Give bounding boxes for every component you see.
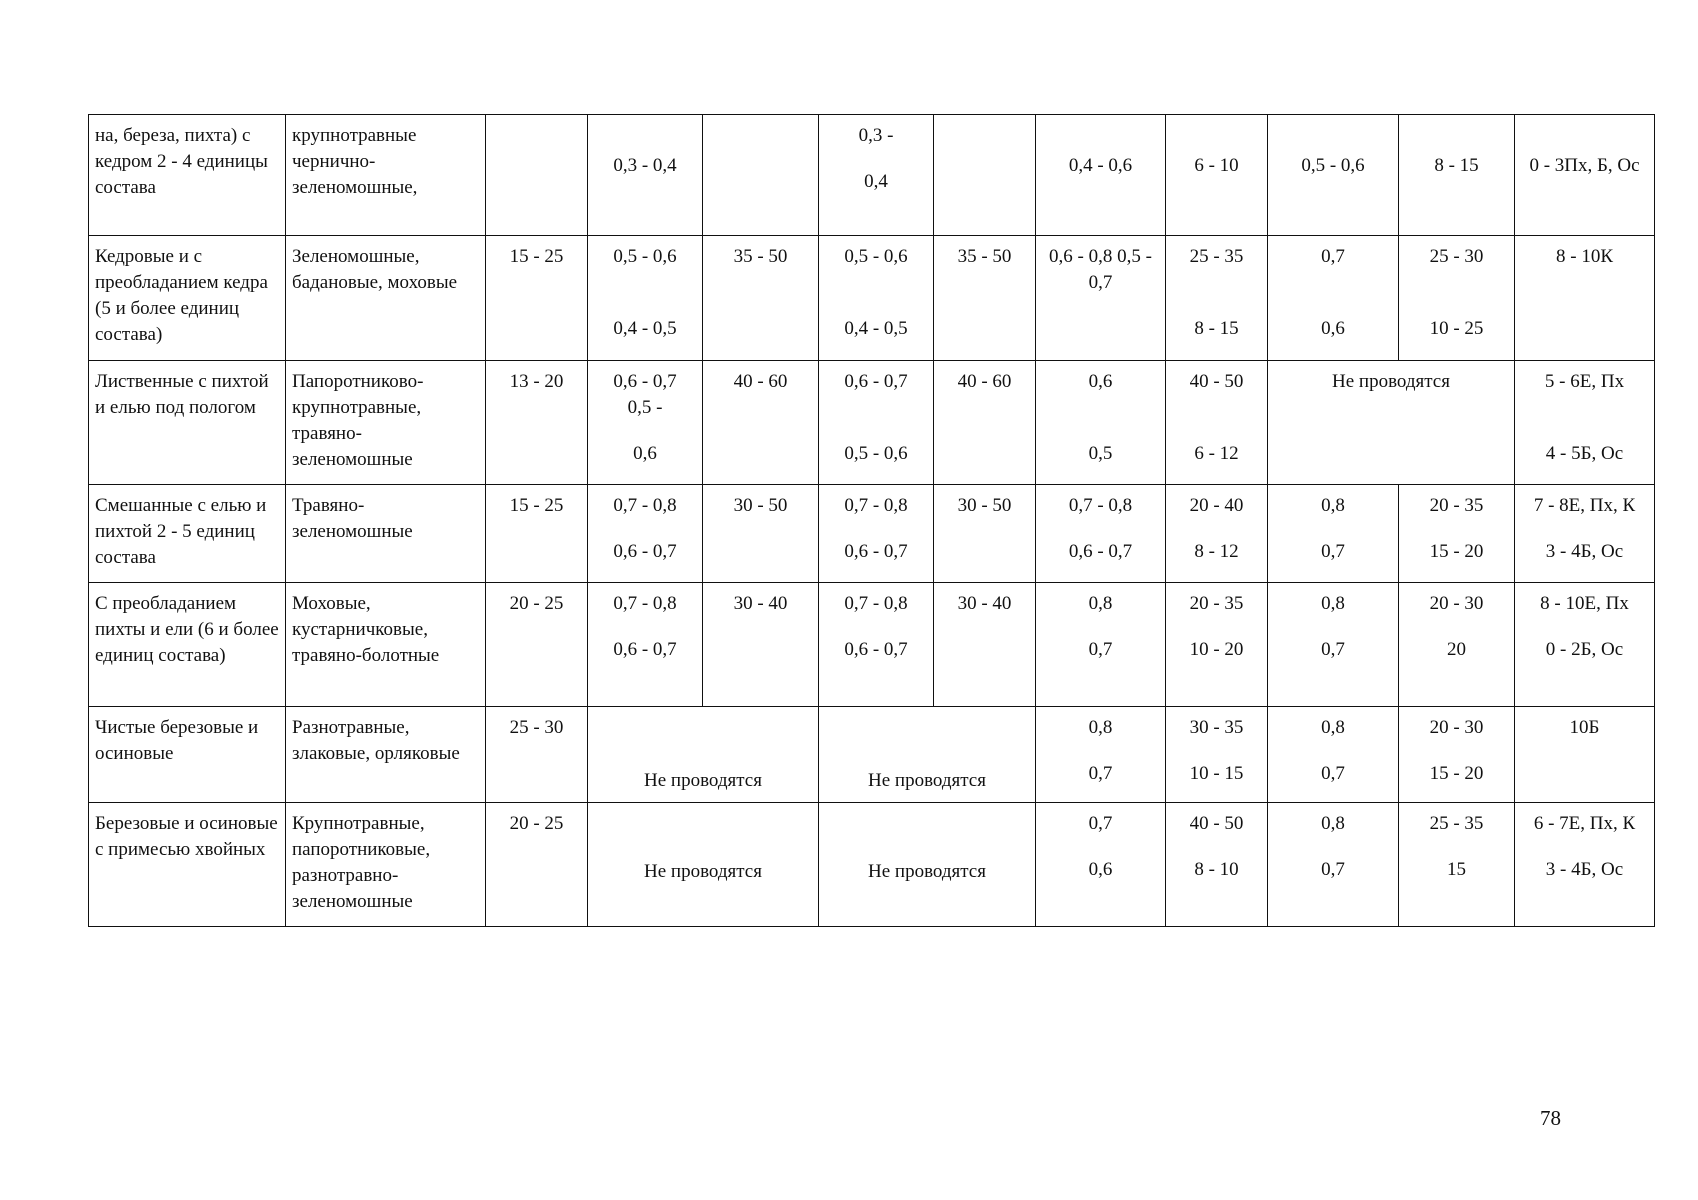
cell-value: 0,5 - 0,6 [844,443,908,464]
table-cell: 15 - 25 [486,236,588,361]
table-row [89,803,1655,927]
table-cell: 0,3 - 0,4 [588,115,703,236]
not-performed-cell: Не проводятся [819,803,1036,927]
cell-value: 20 - 35 [1189,593,1244,614]
cell-value: 0,7 - 0,8 [844,495,908,516]
table-cell [1515,485,1655,583]
table-cell [588,485,703,583]
table-cell [1268,236,1399,361]
cell-value: 0,6 - 0,7 [1068,541,1133,562]
table-cell: 13 - 20 [486,361,588,485]
table-cell [1515,803,1655,927]
table-cell [1268,485,1399,583]
cell-value: 0 - 2Б, Ос [1545,639,1624,660]
forest-group-cell: Разнотравные, злаковые, орляковые [286,707,486,803]
table-cell: 20 - 25 [486,583,588,707]
cell-value: 40 - 50 [1189,813,1244,834]
table-cell [1515,583,1655,707]
table-cell [819,485,934,583]
cell-value: 20 [1447,639,1466,660]
cell-value: 0,4 - 0,5 [844,318,908,339]
table-cell: 40 - 60 [703,361,819,485]
table-row [89,236,1655,361]
cell-value: 0,7 [1088,763,1113,784]
forest-group-cell: крупнотравные чернично-зеленомошные, [286,115,486,236]
cell-value: 0,6 - 0,7 [844,639,908,660]
cell-value: 0,5 - [627,397,663,418]
cell-value: 20 - 35 [1429,495,1484,516]
forest-type-cell: Чистые березовые и осиновые [89,707,286,803]
cell-value: 15 - 20 [1429,763,1484,784]
cell-value: 40 - 50 [1189,371,1244,392]
cell-value: 15 - 20 [1429,541,1484,562]
cell-value: 0,8 [1321,813,1345,834]
table-cell [1268,583,1399,707]
cell-value: 8 - 10 [1194,859,1239,880]
cell-value: 20 - 30 [1429,717,1484,738]
table-cell: 25 - 30 [486,707,588,803]
cell-value: 0,5 - 0,6 [613,246,677,267]
cell-value: 0,6 [1088,859,1113,880]
forest-type-cell: Березовые и осиновые с примесью хвойных [89,803,286,927]
cell-value: 8 - 12 [1194,541,1239,562]
not-performed-cell: Не проводятся [588,803,819,927]
not-performed-cell: Не проводятся [588,707,819,803]
table-cell: 8 - 15 [1399,115,1515,236]
table-cell: 30 - 50 [934,485,1036,583]
table-row [89,583,1655,707]
not-performed-cell: Не проводятся [1268,361,1515,485]
table-cell [1036,707,1166,803]
cell-value: 25 - 30 [1429,246,1484,267]
table-cell [819,115,934,236]
cell-value: 0,7 [1321,763,1345,784]
cell-value: 3 - 4Б, Ос [1545,859,1624,880]
cell-value: 0,7 [1321,541,1345,562]
cell-value: 0,7 [1321,246,1345,267]
table-cell [1268,707,1399,803]
cell-value: 0,7 [1088,813,1113,834]
forest-type-cell: на, береза, пихта) с кедром 2 - 4 единицы состава [89,115,286,236]
cell-value: 6 - 7Е, Пх, К [1533,813,1636,834]
cell-value: 7 - 8Е, Пх, К [1533,495,1636,516]
table-cell: 20 - 25 [486,803,588,927]
cell-value: 20 - 30 [1429,593,1484,614]
cell-value: 15 [1447,859,1466,880]
forest-group-cell: Травяно-зеленомошные [286,485,486,583]
cell-value: 25 - 35 [1429,813,1484,834]
table-cell: 6 - 10 [1166,115,1268,236]
table-cell [588,236,703,361]
table-cell [1268,803,1399,927]
cell-value: 8 - 10Е, Пх [1540,593,1629,614]
table-cell [1036,583,1166,707]
cell-value: 0,8 [1321,717,1345,738]
table-cell: 0,6 - 0,8 0,5 - 0,7 [1036,236,1166,361]
cell-value: 6 - 12 [1194,443,1239,464]
table-cell [703,115,819,236]
cell-value: 10 - 20 [1189,639,1244,660]
table-cell [1399,583,1515,707]
forest-thinning-table [88,114,1655,927]
cell-value: 20 - 40 [1189,495,1244,516]
table-cell: 35 - 50 [934,236,1036,361]
table-cell: 0 - 3Пх, Б, Ос [1515,115,1655,236]
cell-value: 5 - 6Е, Пх [1544,371,1625,392]
table-cell [588,583,703,707]
table-cell [1036,803,1166,927]
table-cell [1515,361,1655,485]
forest-group-cell: Папоротниково-крупнотравные, травяно-зеленомошные [286,361,486,485]
table-cell [1166,361,1268,485]
table-cell [1166,485,1268,583]
table-cell: 35 - 50 [703,236,819,361]
cell-value: 4 - 5Б, Ос [1545,443,1624,464]
table-cell [819,236,934,361]
table-cell [1399,803,1515,927]
table-cell: 15 - 25 [486,485,588,583]
cell-value: 0,6 - 0,7 [613,371,677,392]
cell-value: 0,6 - 0,7 [613,541,677,562]
cell-value: 0,7 - 0,8 [613,495,677,516]
forest-type-cell: С преобладанием пихты и ели (6 и более единиц состава) [89,583,286,707]
forest-group-cell: Моховые, кустарничковые, травяно-болотные [286,583,486,707]
cell-value: 10 - 25 [1429,318,1484,339]
table-cell [1166,236,1268,361]
cell-value: 0,3 - [858,125,894,146]
cell-value: 0,5 [1088,443,1113,464]
table-row [89,361,1655,485]
table-cell [1166,707,1268,803]
forest-group-cell: Зеленомошные, бадановые, моховые [286,236,486,361]
table-cell [1036,485,1166,583]
cell-value: 0,7 - 0,8 [844,593,908,614]
cell-value: 0,6 - 0,7 [844,541,908,562]
table-row [89,485,1655,583]
cell-value: 0,7 [1321,859,1345,880]
cell-value: 0,7 [1321,639,1345,660]
table-cell [1399,485,1515,583]
cell-value: 0,8 [1088,717,1113,738]
table-cell: 30 - 40 [934,583,1036,707]
table-cell: 40 - 60 [934,361,1036,485]
forest-group-cell: Крупнотравные, папоротниковые, разнотравно-зеленомошные [286,803,486,927]
cell-value: 30 - 35 [1189,717,1244,738]
cell-value: 0,7 [1088,639,1113,660]
table-cell: 0,4 - 0,6 [1036,115,1166,236]
table-cell [819,583,934,707]
table-cell [1166,583,1268,707]
cell-value: 0,8 [1321,593,1345,614]
forest-type-cell: Смешанные с елью и пихтой 2 - 5 единиц состава [89,485,286,583]
cell-value: 0,8 [1321,495,1345,516]
forest-type-cell: Кедровые и с преобладанием кедра (5 и более единиц состава) [89,236,286,361]
table-cell: 10Б [1515,707,1655,803]
table-cell [819,361,934,485]
cell-value: 0,7 - 0,8 [1068,495,1133,516]
table-cell [1399,707,1515,803]
table-cell: 0,5 - 0,6 [1268,115,1399,236]
table-cell [486,115,588,236]
cell-value: 10 - 15 [1189,763,1244,784]
cell-value: 0,5 - 0,6 [844,246,908,267]
table-cell [1166,803,1268,927]
table-cell: 30 - 50 [703,485,819,583]
table-cell [588,361,703,485]
table-cell [934,115,1036,236]
cell-value: 8 - 15 [1194,318,1239,339]
cell-value: 25 - 35 [1189,246,1244,267]
cell-value: 0,6 [1321,318,1345,339]
cell-value: 0,6 [633,443,657,464]
cell-value: 0,4 - 0,5 [613,318,677,339]
cell-value: 0,8 [1088,593,1113,614]
table-cell [1036,361,1166,485]
table-cell: 30 - 40 [703,583,819,707]
cell-value: 0,6 - 0,7 [844,371,908,392]
cell-value: 3 - 4Б, Ос [1545,541,1624,562]
cell-value: 0,4 [864,171,888,192]
forest-type-cell: Лиственные с пихтой и елью под пологом [89,361,286,485]
cell-value: 0,7 - 0,8 [613,593,677,614]
table-cell: 8 - 10К [1515,236,1655,361]
table-cell [1399,236,1515,361]
table-row [89,115,1655,236]
cell-value: 0,6 - 0,7 [613,639,677,660]
table-row [89,707,1655,803]
not-performed-cell: Не проводятся [819,707,1036,803]
page-number: 78 [1540,1106,1561,1130]
cell-value: 0,6 [1088,371,1113,392]
